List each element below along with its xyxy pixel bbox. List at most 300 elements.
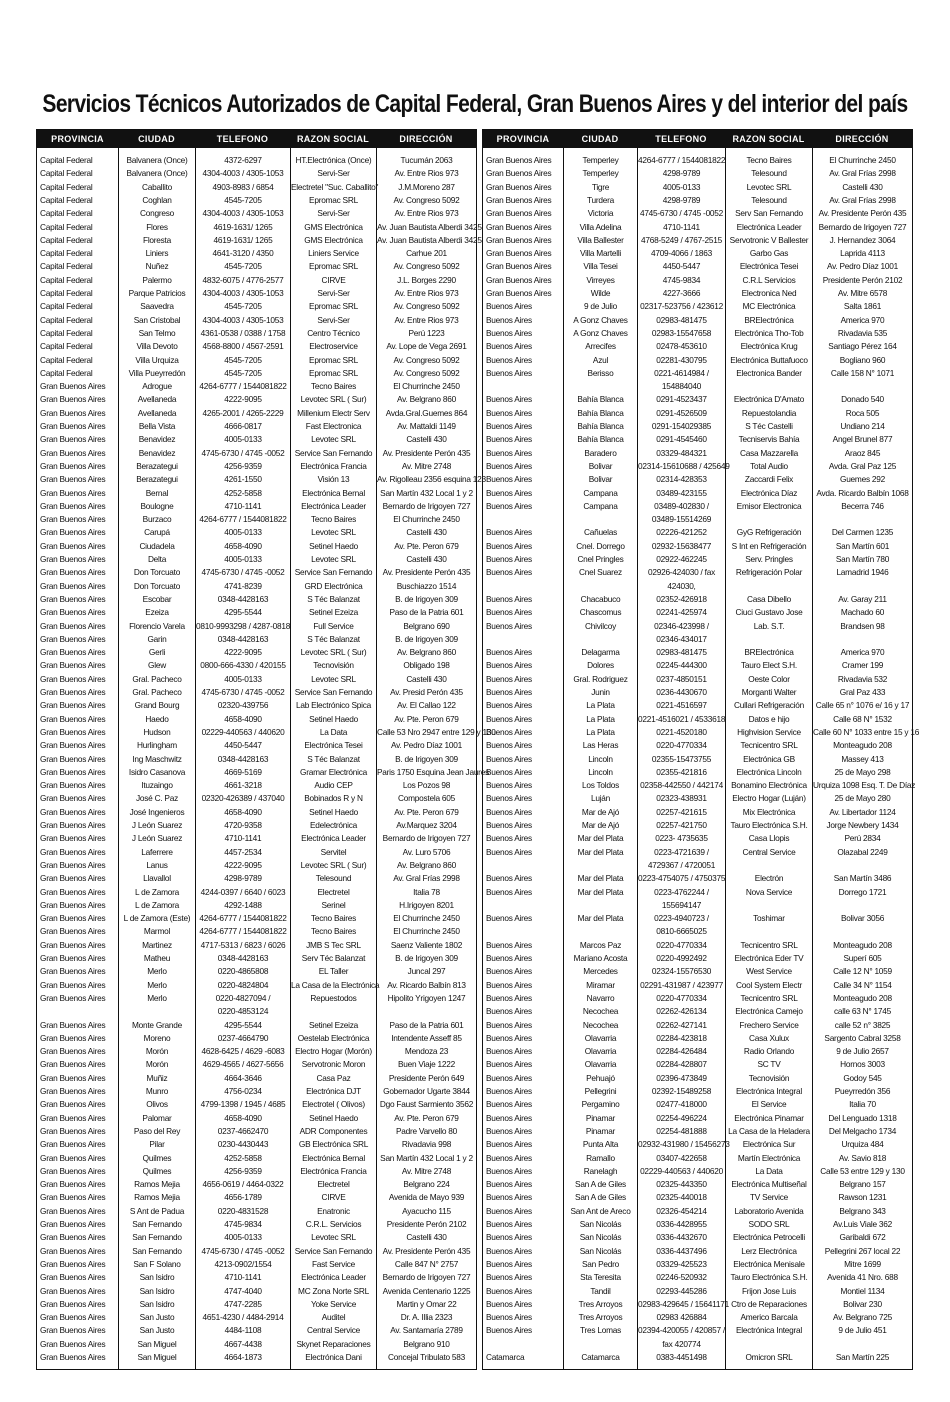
- provincia-cell: Buenos Aires: [486, 474, 532, 485]
- ciudad-cell: Muñiz: [146, 1072, 168, 1083]
- direccion-cell: Gobernador Ugarte 3844: [383, 1086, 470, 1096]
- direccion-cell: Bernardo de Irigoyen 727: [382, 1272, 471, 1283]
- provincia-cell: Buenos Aires: [486, 1086, 532, 1096]
- provincia-cell: Buenos Aires: [486, 567, 532, 578]
- direccion-cell: [813, 1338, 912, 1351]
- direccion-cell: Castelli 430: [406, 434, 447, 445]
- telefono-cell: 02262-426134: [656, 1006, 707, 1017]
- left-col-ciudad: [118, 148, 195, 1369]
- direccion-cell: Guemes 292: [839, 474, 885, 485]
- direccion-cell: Av. Belgrano 860: [397, 394, 456, 405]
- provincia-cell: Gran Buenos Aires: [40, 1099, 106, 1110]
- razon-social-cell: Electronica Bander: [736, 367, 802, 378]
- razon-social-cell: Levotec SRL: [746, 181, 792, 192]
- direccion-cell: Calle 12 N° 1059: [833, 966, 892, 977]
- provincia-cell: Gran Buenos Aires: [486, 181, 552, 192]
- razon-social-cell: Millenium Electr Serv: [297, 407, 370, 418]
- ciudad-cell: Villa Martelli: [579, 248, 622, 259]
- razon-social-cell: Bobinados R y N: [304, 793, 363, 804]
- ciudad-cell: Ramallo: [586, 1152, 615, 1163]
- razon-social-cell: Electro Hogar (Luján): [732, 793, 806, 804]
- direccion-cell: Avda. Ricardo Balbín 1068: [816, 487, 909, 498]
- razon-social-cell: Tecno Baires: [746, 155, 792, 165]
- provincia-cell: Capital Federal: [40, 274, 93, 285]
- ciudad-cell: Lincoln: [588, 753, 613, 764]
- direccion-cell: Carhue 201: [406, 248, 447, 259]
- razon-social-cell: S Téc Balanzat: [307, 593, 360, 604]
- razon-social-cell: Electrónica Krug: [740, 341, 798, 352]
- direccion-cell: Compostela 605: [398, 793, 455, 804]
- direccion-cell: El Churrinche 2450: [393, 381, 460, 392]
- provincia-cell: Gran Buenos Aires: [40, 687, 106, 697]
- provincia-cell: Gran Buenos Aires: [40, 580, 106, 591]
- ciudad-cell: Matheu: [143, 953, 171, 963]
- ciudad-cell: Punta Alta: [582, 1139, 619, 1150]
- provincia-cell: Gran Buenos Aires: [40, 660, 106, 671]
- direccion-cell: Calle 847 N° 2757: [394, 1258, 459, 1269]
- direccion-cell: Av. Pte. Peron 679: [394, 540, 459, 551]
- ciudad-cell: Tres Arroyos: [578, 1312, 623, 1323]
- provincia-cell: Buenos Aires: [486, 341, 532, 352]
- direccion-cell: Garibaldi 672: [839, 1232, 886, 1243]
- razon-social-cell: Setinel Ezeiza: [308, 607, 359, 618]
- ciudad-cell: Llavallol: [143, 873, 171, 884]
- provincia-cell: Gran Buenos Aires: [40, 593, 106, 604]
- provincia-cell: [37, 1005, 118, 1018]
- telefono-cell: 02352-426918: [656, 593, 707, 604]
- direccion-cell: Av. Juan Bautista Alberdi 3425: [377, 221, 482, 232]
- razon-social-cell: Lab Electrónico Spica: [295, 700, 371, 711]
- telefono-cell: 02314-15610688 / 425649: [638, 460, 730, 471]
- ciudad-cell: San Miguel: [137, 1352, 177, 1362]
- ciudad-cell: Parque Patricios: [128, 288, 186, 298]
- razon-social-cell: Electrónica Tho-Tob: [734, 327, 804, 338]
- direccion-cell: [813, 633, 912, 646]
- razon-social-cell: CIRVE: [321, 274, 346, 285]
- direccion-cell: Av. Mattaldi 1149: [397, 421, 456, 431]
- direccion-cell: Calle 68 N° 1532: [833, 713, 892, 724]
- direccion-cell: [813, 899, 912, 912]
- direccion-cell: Av. Pedro Díaz 1001: [390, 740, 463, 751]
- ciudad-cell: Bahía Blanca: [577, 394, 624, 405]
- ciudad-cell: Benavidez: [138, 434, 176, 445]
- razon-social-cell: Electro Hogar (Morón): [295, 1046, 372, 1057]
- razon-social-cell: El Service: [751, 1099, 787, 1110]
- direccion-cell: Obligado 198: [403, 660, 450, 671]
- provincia-cell: Buenos Aires: [486, 740, 532, 751]
- ciudad-cell: Mar del Plata: [577, 873, 624, 884]
- telefono-cell: 4768-5249 / 4767-2515: [640, 234, 723, 245]
- direccion-cell: Donado 540: [841, 394, 884, 405]
- ciudad-cell: Cnel. Dorrego: [576, 540, 625, 551]
- razon-social-cell: Service San Fernando: [294, 687, 373, 697]
- ciudad-cell: San Isidro: [139, 1285, 175, 1296]
- left-table-body: [37, 148, 496, 1369]
- direccion-cell: Av. Pte. Peron 679: [394, 806, 459, 817]
- razon-social-cell: Setinel Haedo: [309, 1112, 358, 1123]
- razon-social-cell: [726, 380, 812, 393]
- telefono-cell: 4265-2001 / 4265-2229: [202, 407, 284, 418]
- ciudad-cell: Grand Bourg: [134, 700, 180, 711]
- razon-social-cell: S Téc Balanzat: [307, 753, 360, 764]
- razon-social-cell: Casa Llopis: [748, 833, 790, 844]
- direccion-cell: Bernardo de Irigoyen 727: [382, 833, 471, 844]
- telefono-cell: 4295-5544: [224, 1019, 262, 1030]
- ciudad-cell: Temperley: [582, 168, 619, 179]
- razon-social-cell: Tecno Baires: [311, 514, 356, 525]
- telefono-cell: 424030,: [667, 580, 696, 591]
- ciudad-cell: Cnel Pringles: [577, 554, 624, 564]
- ciudad-cell: Moreno: [143, 1032, 171, 1043]
- telefono-cell: 4304-4003 / 4305-1053: [202, 288, 284, 298]
- ciudad-cell: Hudson: [143, 726, 171, 737]
- direccion-cell: Sargento Cabral 3258: [824, 1032, 901, 1043]
- ciudad-cell: Wilde: [590, 288, 611, 298]
- ciudad-cell: San Fernando: [132, 1232, 182, 1243]
- direccion-cell: Mendoza 23: [404, 1046, 449, 1057]
- razon-social-cell: Radio Orlando: [743, 1046, 795, 1057]
- telefono-cell: 02983-429645 / 15641171: [638, 1298, 729, 1309]
- ciudad-cell: Villa Urquiza: [135, 354, 179, 365]
- direccion-cell: Belgrano 910: [403, 1338, 450, 1349]
- ciudad-cell: Merlo: [147, 979, 167, 990]
- provincia-cell: Gran Buenos Aires: [40, 1338, 106, 1349]
- provincia-cell: [483, 513, 563, 526]
- razon-social-cell: Tauro Electrónica S.H.: [730, 1272, 808, 1283]
- direccion-cell: Araoz 845: [844, 447, 881, 458]
- direccion-cell: Calle 65 n° 1076 e/ 16 y 17: [815, 700, 910, 711]
- razon-social-cell: Omicron SRL: [745, 1352, 793, 1362]
- ciudad-cell: Berazategui: [136, 460, 178, 471]
- direccion-cell: Calle 60 N° 1033 entre 15 y 16: [813, 726, 920, 737]
- provincia-cell: Gran Buenos Aires: [40, 700, 106, 711]
- direccion-cell: El Churrinche 2450: [393, 514, 460, 525]
- telefono-cell: 02314-428353: [656, 474, 707, 485]
- ciudad-cell: Laferrere: [141, 846, 173, 857]
- telefono-cell: 4484-1108: [224, 1325, 262, 1336]
- provincia-cell: Capital Federal: [40, 261, 93, 272]
- razon-social-cell: Tecno Baires: [311, 926, 356, 937]
- ciudad-cell: Tigre: [591, 181, 610, 192]
- razon-social-cell: La Casa de la Heladera: [728, 1125, 810, 1136]
- direccion-cell: 9 de Julio 451: [838, 1325, 887, 1336]
- provincia-cell: Gran Buenos Aires: [40, 1059, 106, 1070]
- telefono-cell: 0237-4662470: [217, 1125, 269, 1136]
- direccion-cell: Laprida 4113: [840, 248, 885, 259]
- direccion-cell: H.Irigoyen 8201: [399, 899, 454, 910]
- provincia-cell: Buenos Aires: [486, 394, 532, 405]
- direccion-cell: Castelli 430: [406, 527, 447, 538]
- telefono-cell: 4729367 / 4720051: [647, 859, 716, 870]
- provincia-cell: Buenos Aires: [486, 1125, 532, 1136]
- telefono-cell: 4252-5858: [224, 1152, 262, 1163]
- razon-social-cell: S Téc Castelli: [745, 421, 793, 431]
- razon-social-cell: Auditel: [321, 1312, 346, 1323]
- razon-social-cell: Electrónica Leader: [301, 833, 366, 844]
- ciudad-cell: Ramos Mejia: [134, 1179, 180, 1190]
- provincia-cell: Gran Buenos Aires: [40, 1139, 106, 1150]
- direccion-cell: Massey 413: [841, 753, 884, 764]
- telefono-cell: 0220-4827094 /: [215, 992, 271, 1003]
- telefono-cell: 4222-9095: [224, 647, 262, 658]
- telefono-cell: 02229-440563 / 440620: [640, 1165, 723, 1176]
- provincia-cell: Gran Buenos Aires: [486, 194, 552, 205]
- provincia-cell: Buenos Aires: [486, 660, 532, 671]
- ciudad-cell: Gerli: [148, 647, 166, 658]
- razon-social-cell: Refrigeración Polar: [735, 567, 803, 578]
- direccion-cell: Santiago Pérez 164: [828, 341, 897, 352]
- telefono-cell: 4799-1398 / 1945 / 4685: [200, 1099, 286, 1110]
- provincia-cell: Gran Buenos Aires: [40, 740, 106, 751]
- direccion-cell: Av. Savio 818: [838, 1152, 887, 1163]
- telefono-cell: 0220-4824804: [217, 979, 269, 990]
- telefono-cell: 4457-2534: [224, 846, 262, 857]
- razon-social-cell: Centro Técnico: [307, 327, 360, 338]
- provincia-cell: Gran Buenos Aires: [40, 1219, 106, 1229]
- direccion-cell: Av. Belgrano 860: [397, 859, 456, 870]
- ciudad-cell: Ciudadela: [139, 540, 175, 551]
- telefono-cell: 0221-4516021 / 4533618: [638, 713, 726, 724]
- direccion-cell: Bolivar 3056: [840, 913, 885, 924]
- telefono-cell: 02396-473849: [656, 1072, 707, 1083]
- direccion-cell: Av. Congreso 5092: [393, 194, 460, 205]
- razon-social-cell: Lab. S.T.: [753, 620, 785, 631]
- telefono-cell: 4741-8239: [224, 580, 262, 591]
- provincia-cell: Buenos Aires: [486, 1232, 532, 1243]
- telefono-cell: 0220-4770334: [656, 992, 707, 1003]
- direccion-cell: Bogliano 960: [839, 354, 886, 365]
- telefono-cell: 4745-6730 / 4745 -0052: [201, 567, 285, 578]
- provincia-cell: Gran Buenos Aires: [40, 500, 106, 511]
- provincia-cell: Buenos Aires: [486, 1112, 532, 1123]
- page-title: Servicios Técnicos Autorizados de Capital Federal, Gran Buenos Aires y del interior del país: [42, 91, 908, 119]
- razon-social-cell: Bonamino Electrónica: [731, 780, 807, 791]
- direccion-cell: Av. Presidente Perón 435: [382, 447, 471, 458]
- ciudad-cell: Mercedes: [583, 966, 618, 977]
- provincia-cell: Gran Buenos Aires: [40, 1112, 106, 1123]
- ciudad-cell: San Telmo: [138, 327, 176, 338]
- razon-social-cell: Setinel Haedo: [309, 540, 358, 551]
- provincia-cell: Gran Buenos Aires: [40, 820, 106, 830]
- razon-social-cell: Servotronic Moron: [301, 1059, 366, 1070]
- razon-social-cell: [726, 899, 812, 912]
- provincia-cell: Buenos Aires: [486, 460, 532, 471]
- ciudad-cell: Villa Pueyrredón: [128, 367, 186, 378]
- ciudad-cell: Mar del Plata: [577, 913, 624, 924]
- ciudad-cell: Flores: [146, 221, 168, 232]
- direccion-cell: Buen Viaje 1222: [398, 1059, 455, 1070]
- telefono-cell: 4252-5858: [224, 487, 262, 498]
- provincia-cell: Buenos Aires: [486, 527, 532, 538]
- razon-social-cell: Electrotel ( Olivos): [302, 1099, 365, 1110]
- ciudad-cell: Tres Arroyos: [578, 1298, 623, 1309]
- direccion-cell: Av. Mitre 2748: [401, 1165, 452, 1176]
- provincia-cell: Gran Buenos Aires: [40, 953, 106, 963]
- telefono-cell: 02983-481475: [656, 314, 707, 325]
- razon-social-cell: Servi-Ser: [317, 168, 350, 179]
- razon-social-cell: Telesound: [751, 168, 787, 179]
- provincia-cell: Buenos Aires: [486, 793, 532, 804]
- telefono-cell: 4710-1141: [224, 500, 262, 511]
- telefono-cell: 0800-666-4330 / 420155: [200, 660, 286, 671]
- telefono-cell: 4298-9789: [662, 168, 701, 179]
- razon-social-cell: [726, 925, 812, 938]
- ciudad-cell: Baradero: [584, 447, 617, 458]
- telefono-cell: 0336-4432670: [656, 1232, 707, 1243]
- direccion-cell: Buschiazzo 1514: [396, 580, 457, 591]
- razon-social-cell: Electrónica Leader: [301, 1272, 366, 1283]
- razon-social-cell: Serv. Pringles: [745, 554, 793, 564]
- ciudad-cell: San A de Giles: [575, 1179, 626, 1190]
- direccion-cell: Rawson 1231: [838, 1192, 887, 1203]
- ciudad-cell: Balvanera (Once): [126, 155, 188, 165]
- razon-social-cell: Central Service: [742, 846, 796, 857]
- telefono-cell: 4667-4438: [224, 1338, 262, 1349]
- ciudad-cell: La Plata: [586, 713, 615, 724]
- ciudad-cell: L de Zamora: [135, 886, 179, 897]
- telefono-cell: 4264-6777 / 1544081822: [638, 155, 726, 165]
- header-direccion: DIRECCIÓN: [835, 133, 889, 144]
- razon-social-cell: Electrónica Petrocelli: [733, 1232, 805, 1243]
- provincia-cell: Buenos Aires: [486, 327, 532, 338]
- direccion-cell: calle 52 n° 3825: [834, 1019, 891, 1030]
- provincia-cell: Gran Buenos Aires: [40, 833, 106, 844]
- telefono-cell: 02394-420055 / 420857 /: [638, 1325, 725, 1336]
- direccion-cell: Presidente Perón 649: [388, 1072, 465, 1083]
- telefono-cell: 4256-9359: [224, 460, 262, 471]
- provincia-cell: Capital Federal: [40, 168, 93, 179]
- telefono-cell: 4256-9359: [224, 1165, 262, 1176]
- razon-social-cell: Servitel: [320, 846, 347, 857]
- provincia-cell: Gran Buenos Aires: [40, 554, 106, 564]
- razon-social-cell: West Service: [746, 966, 792, 977]
- direccion-cell: Calle 53 entre 129 y 130: [820, 1165, 905, 1176]
- telefono-cell: 02229-440563 / 440620: [201, 726, 285, 737]
- telefono-cell: 4747-4040: [224, 1285, 262, 1296]
- razon-social-cell: La Casa de la Electrónica: [291, 979, 380, 990]
- ciudad-cell: Mar del Plata: [577, 886, 624, 897]
- ciudad-cell: Gral. Pacheco: [132, 687, 182, 697]
- razon-social-cell: Levotec SRL: [311, 673, 356, 684]
- ciudad-cell: Mar del Plata: [577, 846, 624, 857]
- telefono-cell: 0810-9993298 / 4287-0818: [196, 620, 291, 631]
- provincia-cell: Buenos Aires: [486, 1205, 532, 1216]
- ciudad-cell: San F Solano: [133, 1258, 181, 1269]
- ciudad-cell: Burzaco: [142, 514, 172, 525]
- ciudad-cell: San Justo: [139, 1312, 175, 1323]
- provincia-cell: Gran Buenos Aires: [40, 673, 106, 684]
- razon-social-cell: Cool System Electr: [735, 979, 803, 990]
- provincia-cell: Buenos Aires: [486, 1032, 532, 1043]
- telefono-cell: 0237-4850151: [656, 673, 707, 684]
- telefono-cell: 0230-4430443: [217, 1139, 269, 1150]
- direccion-cell: Pueyrredón 356: [834, 1086, 891, 1096]
- telefono-cell: 0221-4520180: [656, 726, 707, 737]
- telefono-cell: 4304-4003 / 4305-1053: [202, 168, 284, 179]
- razon-social-cell: Electrónica Integral: [735, 1086, 803, 1096]
- provincia-cell: Gran Buenos Aires: [40, 766, 106, 777]
- telefono-cell: 03329-484321: [656, 447, 707, 458]
- ciudad-cell: Ituzaingo: [141, 780, 173, 791]
- direccion-cell: Rivadavia 535: [837, 327, 888, 338]
- razon-social-cell: Frechero Service: [739, 1019, 799, 1030]
- ciudad-cell: Bahía Blanca: [577, 407, 624, 418]
- telefono-cell: 4745-9834: [662, 274, 701, 285]
- direccion-cell: San Martín 432 Local 1 y 2: [380, 487, 473, 498]
- provincia-cell: Gran Buenos Aires: [40, 1032, 106, 1043]
- provincia-cell: Buenos Aires: [486, 953, 532, 963]
- provincia-cell: Gran Buenos Aires: [40, 753, 106, 764]
- provincia-cell: Gran Buenos Aires: [40, 421, 106, 431]
- direccion-cell: Dorrego 1721: [838, 886, 887, 897]
- telefono-cell: 4658-4090: [224, 806, 262, 817]
- telefono-cell: 4709-4066 / 1863: [650, 248, 713, 259]
- telefono-cell: 4745-6730 / 4745 -0052: [201, 687, 285, 697]
- razon-social-cell: Repuestodos: [310, 992, 357, 1003]
- telefono-cell: 4661-3218: [224, 780, 262, 791]
- razon-social-cell: Electrónica Bernal: [302, 1152, 365, 1163]
- provincia-cell: Buenos Aires: [486, 447, 532, 458]
- ciudad-cell: Gral. Rodriguez: [573, 673, 628, 684]
- provincia-cell: Buenos Aires: [486, 1272, 532, 1283]
- telefono-cell: 4747-2285: [224, 1298, 262, 1309]
- direccion-cell: Padre Varvello 80: [395, 1125, 458, 1136]
- telefono-cell: 02478-453610: [656, 341, 707, 352]
- provincia-cell: Buenos Aires: [486, 421, 532, 431]
- provincia-cell: Buenos Aires: [486, 1258, 532, 1269]
- direccion-cell: B. de Irigoyen 309: [395, 753, 458, 764]
- provincia-cell: Gran Buenos Aires: [40, 1325, 106, 1336]
- razon-social-cell: Levotec SRL ( Sur): [300, 647, 367, 658]
- razon-social-cell: Telesound: [315, 873, 352, 884]
- telefono-cell: 0223- 4735635: [655, 833, 708, 844]
- direccion-cell: Bernardo de Irigoyen 727: [382, 500, 471, 511]
- provincia-cell: Gran Buenos Aires: [40, 567, 106, 578]
- razon-social-cell: Tecno Baires: [311, 381, 356, 392]
- telefono-cell: 02246-520932: [656, 1272, 707, 1283]
- provincia-cell: Buenos Aires: [486, 766, 532, 777]
- left-col-telefono: [195, 148, 290, 1369]
- razon-social-cell: Electrónica Francia: [300, 460, 367, 471]
- ciudad-cell: [564, 633, 637, 646]
- provincia-cell: Buenos Aires: [486, 1219, 532, 1229]
- telefono-cell: 0348-4428163: [217, 593, 269, 604]
- direccion-cell: [813, 513, 912, 526]
- direccion-cell: Perú 2834: [844, 833, 881, 844]
- direccion-cell: Belgrano 343: [839, 1205, 886, 1216]
- direccion-cell: El Churrinche 2450: [393, 913, 460, 924]
- provincia-cell: Buenos Aires: [486, 647, 532, 658]
- provincia-cell: Buenos Aires: [486, 726, 532, 737]
- razon-social-cell: Tauro Electrónica S.H.: [730, 820, 808, 830]
- provincia-cell: Gran Buenos Aires: [40, 939, 106, 950]
- ciudad-cell: José C. Paz: [136, 793, 178, 804]
- ciudad-cell: Cañuelas: [583, 527, 618, 538]
- razon-social-cell: Electronica Ned: [741, 288, 797, 298]
- provincia-cell: Gran Buenos Aires: [40, 926, 106, 937]
- razon-social-cell: Fast Service: [311, 1258, 356, 1269]
- ciudad-cell: José Ingenieros: [129, 806, 185, 817]
- telefono-cell: 02284-423818: [656, 1032, 707, 1043]
- razon-social-cell: Electretel "Suc. Caballito": [291, 181, 379, 192]
- razon-social-cell: [726, 633, 812, 646]
- telefono-cell: 02325-443350: [656, 1179, 707, 1190]
- telefono-cell: 4264-6777 / 1544081822: [199, 514, 287, 525]
- razon-social-cell: GMS Electrónica: [304, 221, 363, 232]
- provincia-cell: [483, 859, 563, 872]
- provincia-cell: Buenos Aires: [486, 487, 532, 498]
- provincia-cell: Buenos Aires: [486, 966, 532, 977]
